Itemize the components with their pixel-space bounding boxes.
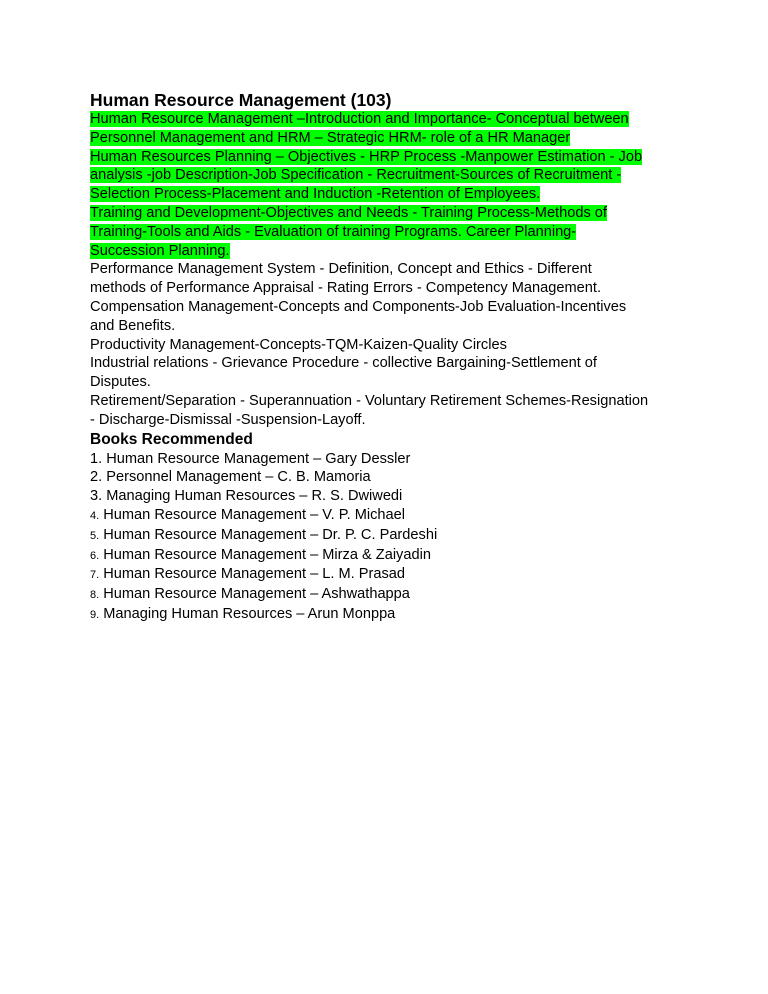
syllabus-unit-text: Productivity Management-Concepts-TQM-Kaizen-Quality Circles [90,336,507,353]
syllabus-unit [90,110,650,148]
document-title: Human Resource Management (103) [90,90,392,110]
books-heading: Books Recommended [90,430,253,448]
book-number: 6. [90,549,100,562]
book-item [90,506,650,526]
book-title: Managing Human Resources – R. S. Dwiwedi [106,488,403,505]
book-item [90,468,650,487]
syllabus-unit [90,204,650,260]
book-number: 1. [90,450,103,467]
book-number: 2. [90,469,103,486]
book-number: 4. [90,509,100,522]
book-number: 7. [90,569,100,582]
book-title: Human Resource Management – Gary Dessler [106,450,411,467]
book-title: Human Resource Management – Dr. P. C. Pardeshi [103,526,438,543]
syllabus-unit-text: Human Resources Planning – Objectives - HRP Process -Manpower Estimation - Job analysis -job Description-Job Specification - Recruitment-Sources of Recruitment - Selection Process-Placement and Induction -Retention of Employees. [90,148,643,203]
book-item [90,605,650,625]
syllabus-unit-text: Industrial relations - Grievance Procedure - collective Bargaining-Settlement of Disputes. [90,355,597,391]
book-item [90,565,650,585]
syllabus-unit [90,336,650,355]
syllabus-unit [90,392,650,430]
syllabus-unit-text: Human Resource Management –Introduction and Importance- Conceptual between Personnel Management and HRM – Strategic HRM- role of a HR Manager [90,111,629,146]
book-title: Personnel Management – C. B. Mamoria [106,469,371,486]
syllabus-unit [90,354,650,392]
book-number: 8. [90,589,100,602]
syllabus-unit-text: Training and Development-Objectives and Needs - Training Process-Methods of Training-Tools and Aids - Evaluation of training Programs. Career Planning-Succession Planning. [90,204,607,259]
book-number: 5. [90,529,100,542]
document-page [90,91,650,625]
book-title: Human Resource Management – L. M. Prasad [103,566,406,583]
book-list [90,450,650,625]
book-number: 3. [90,488,103,505]
book-title: Human Resource Management – V. P. Michael [103,506,406,523]
syllabus-unit-text: Compensation Management-Concepts and Components-Job Evaluation-Incentives and Benefits. [90,298,627,334]
book-item [90,526,650,546]
book-item [90,487,650,506]
syllabus-unit [90,148,650,204]
syllabus-unit-text: Performance Management System - Definition, Concept and Ethics - Different methods of Performance Appraisal - Rating Errors - Competency Management. [90,261,602,297]
book-title: Managing Human Resources – Arun Monppa [103,605,396,622]
book-title: Human Resource Management – Ashwathappa [103,586,410,603]
book-item [90,450,650,469]
book-title: Human Resource Management – Mirza & Zaiyadin [103,546,431,563]
book-item [90,585,650,605]
syllabus-unit [90,298,650,336]
book-number: 9. [90,608,100,621]
syllabus-unit-text: Retirement/Separation - Superannuation - Voluntary Retirement Schemes-Resignation - Discharge-Dismissal -Suspension-Layoff. [90,392,649,428]
book-item [90,546,650,566]
syllabus-units [90,110,650,430]
syllabus-unit [90,260,650,298]
